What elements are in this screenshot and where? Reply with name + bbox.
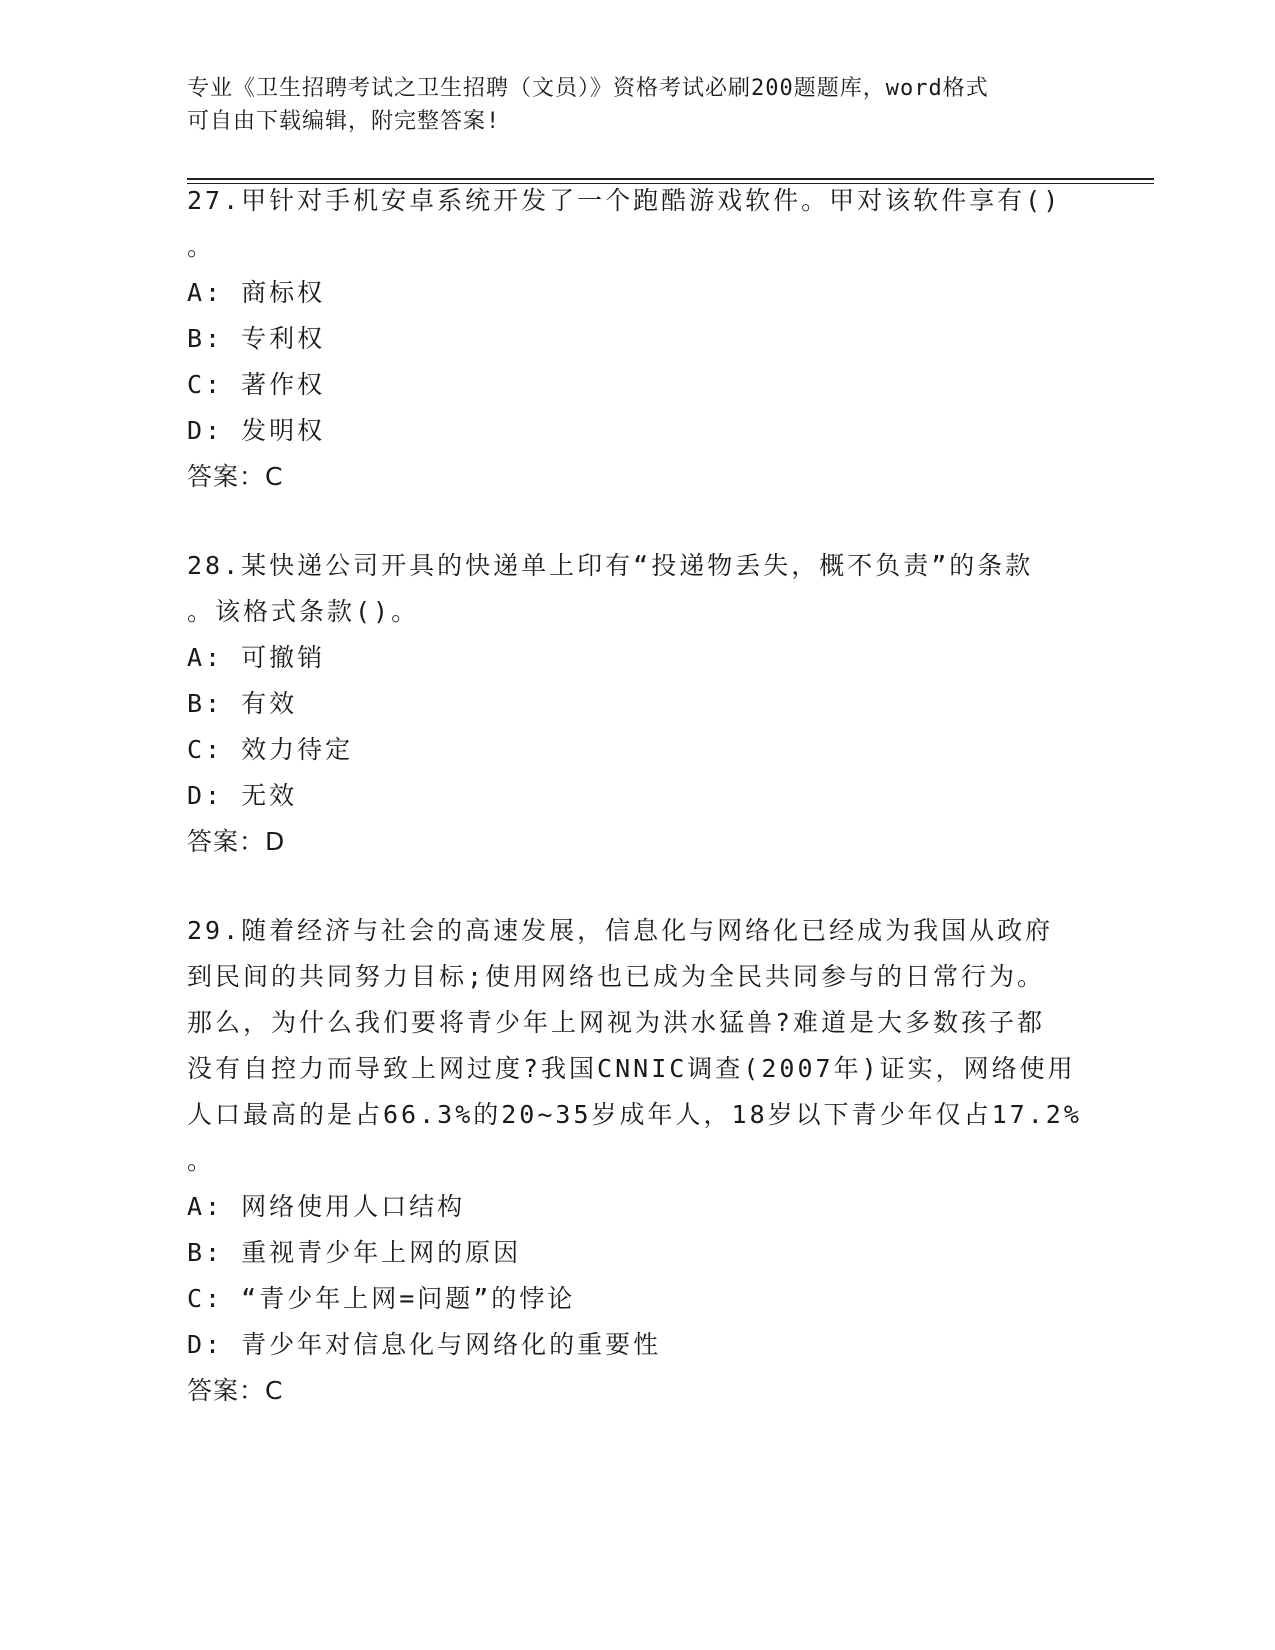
question-stem-line: 那么，为什么我们要将青少年上网视为洪水猛兽?难道是大多数孩子都 (187, 1008, 1046, 1037)
question-stem-line: 。 (187, 232, 216, 261)
question-29 (187, 908, 1087, 1414)
question-27 (187, 178, 1087, 500)
option-c: C: “青少年上网=问题”的悖论 (187, 1284, 576, 1313)
question-28 (187, 543, 1087, 865)
option-b: B: 重视青少年上网的原因 (187, 1238, 522, 1267)
option-d: D: 青少年对信息化与网络化的重要性 (187, 1330, 662, 1359)
question-stem-line: 27.甲针对手机安卓系统开发了一个跑酷游戏软件。甲对该软件享有() (187, 186, 1062, 215)
question-stem-line: 没有自控力而导致上网过度?我国CNNIC调查(2007年)证实，网络使用 (187, 1054, 1076, 1083)
option-a: A: 可撤销 (187, 643, 326, 672)
answer: 答案：D (187, 827, 286, 856)
header-line-2: 可自由下载编辑，附完整答案! (187, 109, 501, 134)
question-stem-line: 。该格式条款()。 (187, 597, 420, 626)
answer: 答案：C (187, 462, 284, 491)
option-a: A: 商标权 (187, 278, 326, 307)
document-header (187, 72, 1067, 138)
question-stem-line: 到民间的共同努力目标;使用网络也已成为全民共同参与的日常行为。 (187, 962, 1046, 991)
option-c: C: 效力待定 (187, 735, 354, 764)
question-stem-line: 。 (187, 1146, 216, 1175)
option-c: C: 著作权 (187, 370, 326, 399)
option-b: B: 专利权 (187, 324, 326, 353)
question-stem-line: 28.某快递公司开具的快递单上印有“投递物丢失，概不负责”的条款 (187, 551, 1034, 580)
option-b: B: 有效 (187, 689, 298, 718)
option-d: D: 发明权 (187, 416, 326, 445)
header-line-1: 专业《卫生招聘考试之卫生招聘（文员）》资格考试必刷200题题库，word格式 (187, 76, 989, 101)
option-a: A: 网络使用人口结构 (187, 1192, 466, 1221)
option-d: D: 无效 (187, 781, 298, 810)
question-stem-line: 人口最高的是占66.3%的20~35岁成年人，18岁以下青少年仅占17.2% (187, 1100, 1082, 1129)
answer: 答案：C (187, 1376, 284, 1405)
question-stem-line: 29.随着经济与社会的高速发展，信息化与网络化已经成为我国从政府 (187, 916, 1054, 945)
